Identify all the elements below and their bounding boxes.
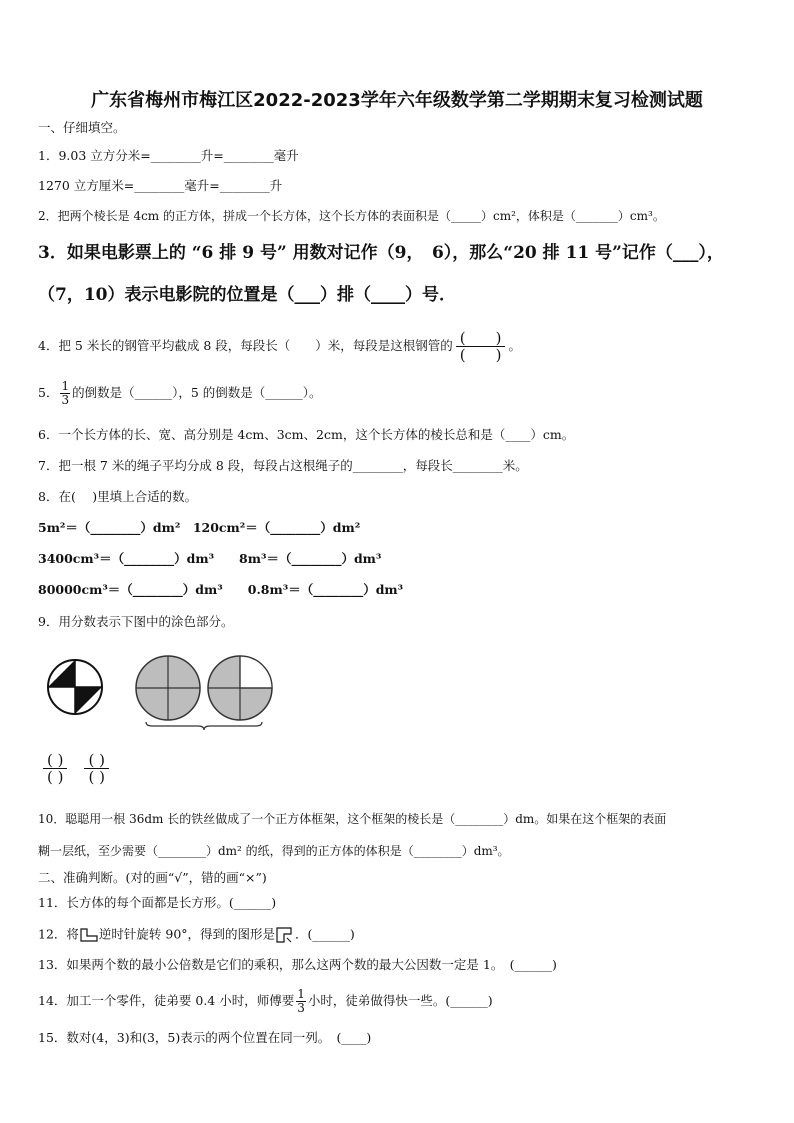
question-10b: 糊一层纸，至少需要（________）dm² 的纸，得到的正方体的体积是（________）dm³。 xyxy=(38,844,510,858)
answer-fraction-1 xyxy=(43,752,67,785)
quarter-circle-figure xyxy=(46,658,104,716)
l-shape-icon xyxy=(79,927,99,943)
question-9-answer-blanks xyxy=(40,752,112,785)
question-14 xyxy=(38,988,493,1015)
question-5-label: 5． xyxy=(38,385,59,400)
fraction-numerator: ( ) xyxy=(84,752,108,769)
question-4 xyxy=(38,330,521,363)
question-1a: 1．9.03 立方分米=________升=________毫升 xyxy=(38,148,299,163)
question-8b: 3400cm³＝（________）dm³ 8m³＝（________）dm³ xyxy=(38,551,382,566)
two-circles-figure xyxy=(132,652,276,732)
brace xyxy=(146,722,262,730)
question-5-fraction xyxy=(60,380,70,407)
question-4-end: 。 xyxy=(508,338,521,353)
question-14-end: 小时，徒弟做得快一些。(______) xyxy=(307,993,493,1008)
question-13: 13．如果两个数的最小公倍数是它们的乘积，那么这两个数的最大公因数一定是 1。 (______) xyxy=(38,957,557,972)
right-circle-white-sector xyxy=(240,656,272,688)
question-12-start: 12．将 xyxy=(38,926,79,942)
question-5 xyxy=(38,380,322,407)
fraction-numerator: 1 xyxy=(61,379,70,393)
fraction-denominator: 3 xyxy=(61,393,70,407)
fraction-denominator: ( ) xyxy=(47,768,64,786)
question-12 xyxy=(38,926,355,944)
question-15: 15．数对(4，3)和(3，5)表示的两个位置在同一列。 (____) xyxy=(38,1030,372,1045)
question-10a: 10．聪聪用一根 36dm 长的铁丝做成了一个正方体框架，这个框架的棱长是（________）dm。如果在这个框架的表面 xyxy=(38,812,667,826)
question-6: 6．一个长方体的长、宽、高分别是 4cm、3cm、2cm，这个长方体的棱长总和是（____）cm。 xyxy=(38,427,575,442)
fraction-numerator: ( ) xyxy=(456,330,506,347)
question-4-fraction xyxy=(456,330,506,363)
question-9: 9．用分数表示下图中的涂色部分。 xyxy=(38,614,234,629)
question-11: 11．长方体的每个面都是长方形。(______) xyxy=(38,895,277,910)
question-14-start: 14．加工一个零件，徒弟要 0.4 小时，师傅要 xyxy=(38,993,295,1008)
rotated-l-shape-icon xyxy=(275,926,295,944)
question-1b: 1270 立方厘米=________毫升=________升 xyxy=(38,178,283,193)
question-4-text: 4．把 5 米长的钢管平均截成 8 段，每段长（ ）米，每段是这根钢管的 xyxy=(38,338,453,353)
question-12-end: ．(______) xyxy=(295,926,355,942)
question-12-middle: 逆时针旋转 90°，得到的图形是 xyxy=(98,926,276,942)
question-3b: （7，10）表示电影院的位置是（___）排（____）号． xyxy=(38,285,456,305)
question-5-text: 的倒数是（______），5 的倒数是（______）。 xyxy=(72,385,322,400)
fraction-numerator: ( ) xyxy=(43,752,67,769)
fraction-denominator: ( ) xyxy=(88,768,105,786)
question-2: 2．把两个棱长是 4cm 的正方体，拼成一个长方体，这个长方体的表面积是（_____）cm²，体积是（_______）cm³。 xyxy=(38,209,665,223)
answer-fraction-2 xyxy=(84,752,108,785)
section-2-heading: 二、准确判断。(对的画“√”，错的画“×”) xyxy=(38,870,267,885)
question-3a: 3．如果电影票上的 “6 排 9 号” 用数对记作（9， 6），那么“20 排 11 号”记作（___）， xyxy=(38,243,724,263)
question-7: 7．把一根 7 米的绳子平均分成 8 段，每段占这根绳子的________，每段长________米。 xyxy=(38,458,528,473)
question-8c: 80000cm³＝（________）dm³ 0.8m³＝（________）dm³ xyxy=(38,582,404,597)
question-14-fraction xyxy=(296,988,306,1015)
page-title: 广东省梅州市梅江区2022-2023学年六年级数学第二学期期末复习检测试题 xyxy=(91,90,703,111)
fraction-numerator: 1 xyxy=(297,987,305,1001)
fraction-denominator: ( ) xyxy=(459,346,502,364)
question-8: 8．在( )里填上合适的数。 xyxy=(38,489,198,504)
question-8a: 5m²＝（________）dm² 120cm²＝（________）dm² xyxy=(38,520,361,535)
section-1-heading: 一、仔细填空。 xyxy=(38,120,126,135)
fraction-denominator: 3 xyxy=(297,1001,305,1015)
